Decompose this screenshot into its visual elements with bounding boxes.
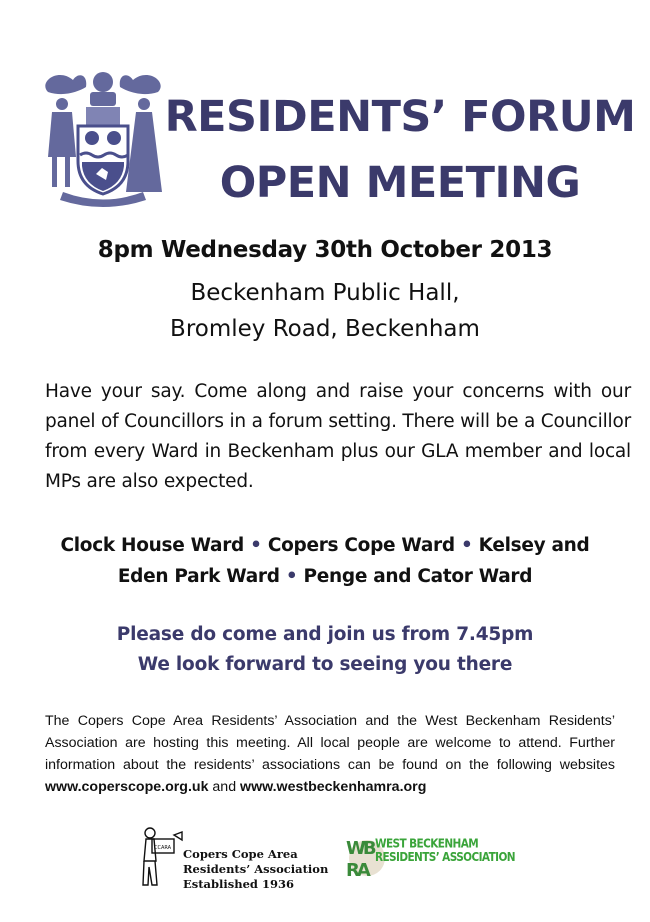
wbra-text — [375, 838, 515, 864]
intro-paragraph: Have your say. Come along and raise your concerns with our panel of Councillors in a forum setting. There will be a Councillor from every Ward in Beckenham plus our GLA member and local MPs are also expected. — [45, 381, 631, 492]
ward-item: Penge and Cator Ward — [303, 566, 533, 587]
wbra-name-line-1: WEST BECKENHAM — [375, 836, 479, 852]
wbra-logo — [345, 832, 515, 884]
event-datetime: 8pm Wednesday 30th October 2013 — [97, 237, 553, 263]
bullet-separator: • — [250, 535, 262, 556]
hosts-text: The Copers Cope Area Residents’ Association and the West Beckenham Residents’ Association are hosting this meeting. All local people are welcome to attend. Further information about the residents’ associations can be found on the following websites — [45, 713, 615, 773]
hosts-paragraph — [45, 710, 615, 798]
and-text: and — [208, 779, 241, 795]
svg-text:WB: WB — [346, 838, 374, 859]
ward-item: Kelsey and Eden Park Ward — [117, 535, 590, 587]
svg-text:RA: RA — [346, 860, 368, 881]
venue-line-2: Bromley Road, Beckenham — [170, 316, 480, 342]
wbra-name-line-2: RESIDENTS’ ASSOCIATION — [375, 850, 515, 865]
ccara-text — [183, 847, 328, 892]
invitation — [0, 620, 650, 680]
ccara-logo — [140, 825, 340, 893]
page-title — [160, 84, 640, 216]
venue-line-1: Beckenham Public Hall, — [190, 280, 460, 306]
ward-item: Clock House Ward — [60, 535, 244, 556]
ccara-name-line-2: Residents’ Association — [183, 862, 329, 876]
bullet-separator: • — [285, 566, 298, 587]
ccara-established: Established 1936 — [183, 877, 294, 891]
title-line-1: RESIDENTS’ FORUM — [164, 92, 636, 142]
ward-item: Copers Cope Ward — [267, 535, 455, 556]
coat-of-arms-icon — [38, 62, 168, 212]
svg-text:CCARA: CCARA — [154, 845, 172, 851]
ccara-name-line-1: Copers Cope Area — [183, 847, 298, 861]
bullet-separator: • — [460, 535, 473, 556]
invite-line-2: We look forward to seeing you there — [137, 654, 513, 675]
invite-line-1: Please do come and join us from 7.45pm — [116, 624, 534, 645]
westbeckenham-website-link[interactable]: www.westbeckenhamra.org — [240, 779, 427, 795]
wards-list — [40, 530, 610, 592]
town-crier-icon — [140, 825, 184, 891]
event-venue — [0, 275, 650, 347]
title-line-2: OPEN MEETING — [219, 158, 581, 208]
coperscope-website-link[interactable]: www.coperscope.org.uk — [45, 779, 209, 795]
